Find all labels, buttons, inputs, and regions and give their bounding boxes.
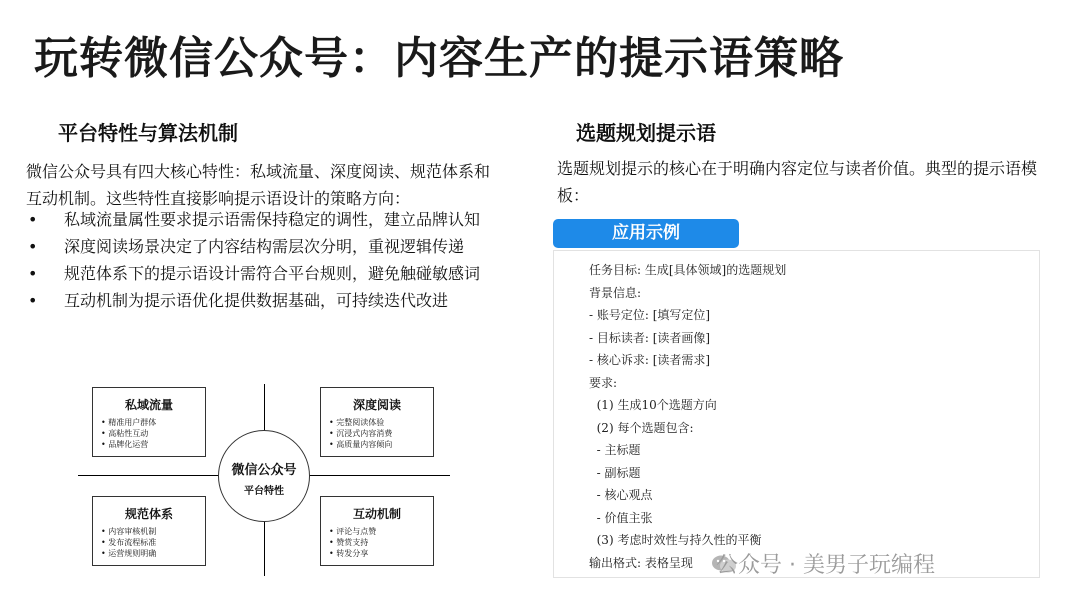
example-badge: 应用示例 xyxy=(553,219,739,248)
platform-bullet-list xyxy=(26,206,506,314)
example-line: 要求: xyxy=(589,375,618,390)
quadrant-title: 深度阅读 xyxy=(352,398,401,412)
example-line: - 价值主张 xyxy=(589,510,653,525)
example-prompt-text xyxy=(589,259,786,574)
diagram-center-circle xyxy=(218,430,310,522)
quadrant-item: • 完整阅读体验 xyxy=(329,417,433,428)
platform-intro: 微信公众号具有四大核心特性：私域流量、深度阅读、规范体系和互动机制。这些特性直接影响提示语设计的策略方向： xyxy=(26,162,491,208)
quadrant-item: • 赞赏支持 xyxy=(329,537,433,548)
platform-features-diagram xyxy=(78,384,450,576)
quadrant-item: • 沉浸式内容消费 xyxy=(329,428,433,439)
example-line: - 核心诉求: [读者需求] xyxy=(589,353,711,367)
section-heading-topic-planning: 选题规划提示语 xyxy=(576,121,716,145)
center-title: 微信公众号 xyxy=(231,463,297,478)
quadrant-item: • 转发分享 xyxy=(329,548,433,559)
bullet-item: • 私域流量属性要求提示语需保持稳定的调性，建立品牌认知 xyxy=(26,206,506,233)
example-line: (2) 每个选题包含: xyxy=(589,420,694,435)
bullet-item: • 互动机制为提示语优化提供数据基础，可持续迭代改进 xyxy=(26,287,506,314)
quadrant-title: 私域流量 xyxy=(124,398,173,412)
section-heading-platform: 平台特性与算法机制 xyxy=(58,121,238,145)
quadrant-item: • 内容审核机制 xyxy=(101,526,205,537)
example-line: (3) 考虑时效性与持久性的平衡 xyxy=(589,533,762,547)
quadrant-norms xyxy=(92,496,206,566)
example-prompt-panel xyxy=(553,250,1040,578)
page-title: 玩转微信公众号：内容生产的提示语策略 xyxy=(34,33,844,84)
quadrant-title: 互动机制 xyxy=(352,507,401,521)
example-line: - 主标题 xyxy=(589,443,641,457)
quadrant-item: • 品牌化运营 xyxy=(101,439,205,450)
quadrant-interaction xyxy=(320,496,434,566)
quadrant-item: • 发布流程标准 xyxy=(101,537,205,548)
quadrant-item: • 精准用户群体 xyxy=(101,417,205,428)
example-line: - 账号定位: [填写定位] xyxy=(589,308,711,322)
quadrant-item: • 高质量内容倾向 xyxy=(329,439,433,450)
topic-planning-intro: 选题规划提示的核心在于明确内容定位与读者价值。典型的提示语模板： xyxy=(557,159,1038,205)
bullet-item: • 深度阅读场景决定了内容结构需层次分明，重视逻辑传递 xyxy=(26,233,506,260)
example-line: - 副标题 xyxy=(589,465,641,480)
example-line: 背景信息: xyxy=(589,285,642,300)
example-line: - 核心观点 xyxy=(589,488,653,502)
example-line: 任务目标: 生成[具体领域]的选题规划 xyxy=(589,263,787,277)
quadrant-title: 规范体系 xyxy=(124,507,173,521)
quadrant-private-traffic xyxy=(92,387,206,457)
quadrant-item: • 运营规则明确 xyxy=(101,548,205,559)
example-line: (1) 生成10个选题方向 xyxy=(589,398,717,412)
example-line: - 目标读者: [读者画像] xyxy=(589,330,711,345)
bullet-item: • 规范体系下的提示语设计需符合平台规则，避免触碰敏感词 xyxy=(26,260,506,287)
example-line: 输出格式: 表格呈现 xyxy=(589,555,693,570)
quadrant-item: • 评论与点赞 xyxy=(329,526,433,537)
quadrant-deep-reading xyxy=(320,387,434,457)
quadrant-item: • 高粘性互动 xyxy=(101,428,205,439)
watermark-text: 公众号 · 美男子玩编程 xyxy=(716,553,935,578)
center-subtitle: 平台特性 xyxy=(244,486,284,497)
